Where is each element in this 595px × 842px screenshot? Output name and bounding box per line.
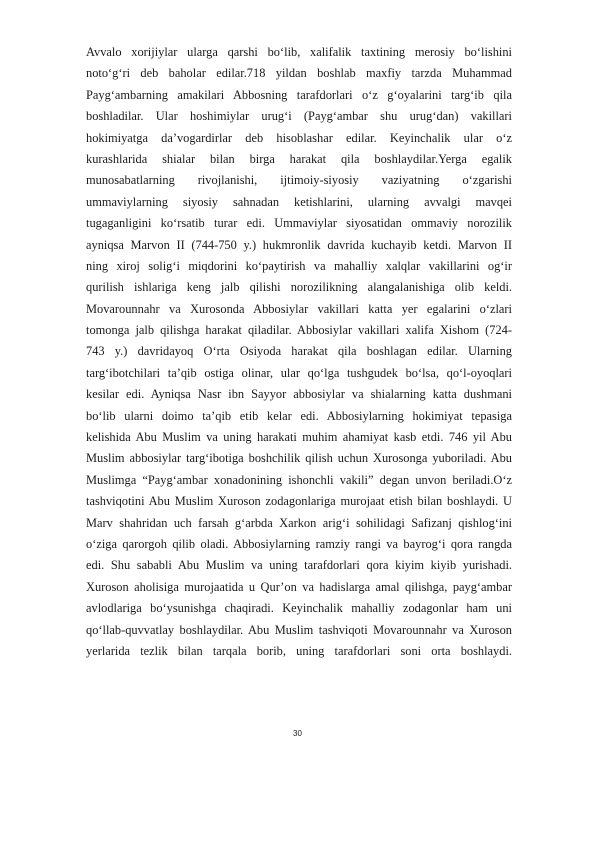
text-line: noto‘g‘ri deb baholar edilar.718 yildan boshlab maxfiy tarzda Muhammad: [86, 66, 512, 81]
text-line: kurashlarida shialar bilan birga harakat qila boshlaydilar.Yerga egalik: [86, 151, 512, 166]
text-line: kesilar edi. Ayniqsa Nasr ibn Sayyor abbosiylar va shialarning katta dushmani: [86, 387, 512, 402]
text-line: Marv shahridan uch farsah g‘arbda Xarkon arig‘i sohilidagi Safizanj qishlog‘ini: [86, 515, 512, 530]
text-line: ning xiroj solig‘i miqdorini ko‘paytirish va mahalliy xalqlar vakillarini og‘ir: [86, 258, 512, 273]
text-line: Avvalo xorijiylar ularga qarshi bo‘lib, xalifalik taxtining merosiy bo‘lishini: [86, 45, 512, 59]
text-line: ummaviylarning siyosiy sahnadan ketishlarini, ularning avvalgi mavqei: [86, 194, 512, 209]
text-line: o‘ziga qarorgoh qilib oladi. Abbosiylarning ramziy rangi va bayrog‘i qora rangda: [86, 536, 512, 551]
text-line: Muslimga “Payg‘ambar xonadonining ishonchli vakili” degan unvon beriladi.O‘z: [86, 472, 512, 487]
text-line: qurilish ishlariga keng jalb qilishi norozilikning alangalanishiga olib keldi.: [86, 280, 512, 295]
text-line: 743 y.) davridayoq O‘rta Osiyoda harakat qila boshlagan edilar. Ularning: [86, 344, 512, 359]
text-line: Muslim abbosiylar targ‘ibotiga boshchilik qilish uchun Xurosonga yuboriladi. Abu: [86, 451, 512, 466]
text-line: boshladilar. Ular hoshimiylar urug‘i (Payg‘ambar shu urug‘dan) vakillari: [86, 109, 512, 124]
text-line: avlodlariga bo‘ysunishga chaqiradi. Keyinchalik mahalliy zodagonlar ham uni: [86, 601, 512, 616]
document-body: [86, 42, 512, 662]
text-line: Payg‘ambarning amakilari Abbosning tarafdorlari o‘z g‘oyalarini targ‘ib qila: [86, 87, 512, 102]
text-line: yerlarida tezlik bilan tarqala borib, uning tarafdorlari soni orta boshlaydi.: [86, 643, 512, 658]
text-line: edi. Shu sababli Abu Muslim va uning tarafdorlari qora kiyim kiyib yurishadi.: [86, 558, 512, 573]
text-line: targ‘ibotchilari ta’qib ostiga olinar, ular qo‘lga tushgudek bo‘lsa, qo‘l-oyoqlari: [86, 365, 512, 380]
text-line: Xuroson aholisiga murojaatida u Qur’on va hadislarga amal qilishga, payg‘ambar: [86, 579, 512, 594]
text-line: tashviqotini Abu Muslim Xuroson zodagonlariga murojaat etish bilan boshlaydi. U: [86, 494, 512, 509]
text-line: ayniqsa Marvon II (744-750 y.) hukmronlik davrida kuchayib ketdi. Marvon II: [86, 237, 512, 252]
text-line: munosabatlarning rivojlanishi, ijtimoiy-siyosiy vaziyatning o‘zgarishi: [86, 173, 512, 188]
text-line: hokimiyatga da’vogardirlar deb hisoblashar edilar. Keyinchalik ular o‘z: [86, 130, 512, 145]
text-line: qo‘llab-quvvatlay boshlaydilar. Abu Muslim tashviqoti Movarounnahr va Xuroson: [86, 622, 512, 637]
text-line: Movarounnahr va Xurosonda Abbosiylar vakillari katta yer egalarini o‘zlari: [86, 301, 512, 316]
text-line: tugaganligini ko‘rsatib turar edi. Ummaviylar siyosatidan ommaviy norozilik: [86, 216, 512, 231]
text-line: kelishida Abu Muslim va uning harakati muhim ahamiyat kasb etdi. 746 yil Abu: [86, 430, 512, 445]
page-number: 30: [293, 729, 302, 738]
text-line: tomonga jalb qilishga harakat qiladilar. Abbosiylar vakillari xalifa Xishom (724-: [86, 323, 512, 338]
text-line: bo‘lib ularni doimo ta’qib etib kelar edi. Abbosiylarning hokimiyat tepasiga: [86, 408, 512, 423]
